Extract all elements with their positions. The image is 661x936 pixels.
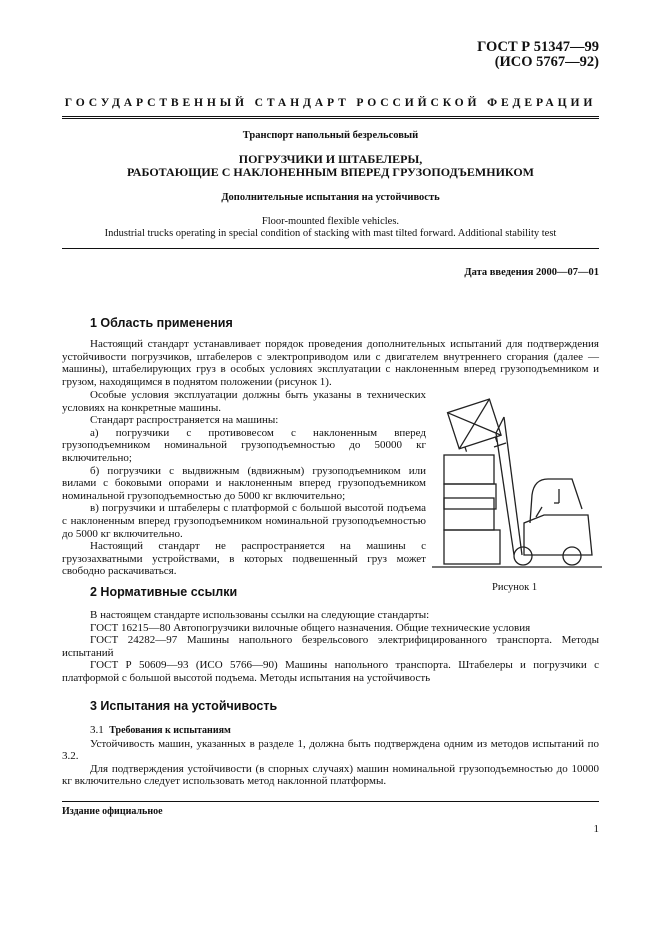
list-item-c: в) погрузчики и штабелеры с платформой с большой высотой подъема с наклоненным вперед грузоподъемником номинальной грузоподъемностью до 5000 кг включительно. xyxy=(62,502,426,540)
reference-gost-24282: ГОСТ 24282—97 Машины напольного безрельсового электрифицированного транспорта. Методы испытаний xyxy=(62,634,599,659)
stacked-load-boxes xyxy=(444,455,500,564)
reference-gost-16215: ГОСТ 16215—80 Автопогрузчики вилочные общего назначения. Общие технические условия xyxy=(90,621,531,634)
counterweight-chassis xyxy=(524,515,592,555)
document-title-line2: РАБОТАЮЩИЕ С НАКЛОНЕННЫМ ВПЕРЕД ГРУЗОПОДЪЕМНИКОМ xyxy=(127,165,534,179)
document-title xyxy=(62,153,599,179)
banner-rule-top xyxy=(62,116,599,117)
forklift-body xyxy=(524,479,592,555)
section-3-paragraph-1: Устойчивость машин, указанных в разделе 1, должна быть подтверждена одним из методов испытаний по 3.2. xyxy=(62,737,599,763)
footer-rule xyxy=(62,801,599,802)
section-3-body xyxy=(62,724,599,788)
standard-code-iso: (ИСО 5767—92) xyxy=(494,54,599,70)
forklift-figure xyxy=(432,395,602,573)
banner-rule-bottom xyxy=(62,118,599,119)
figure-caption: Рисунок 1 xyxy=(492,582,538,593)
standard-code-gost: ГОСТ Р 51347—99 xyxy=(477,39,599,55)
load-box-bottom xyxy=(444,530,500,564)
front-wheel xyxy=(514,547,532,565)
english-title-line2: Industrial trucks operating in special condition of stacking with mast tilted forward. Additional stability test xyxy=(104,228,557,239)
section-1-heading: 1 Область применения xyxy=(90,316,233,330)
list-item-b: б) погрузчики с выдвижным (вдвижным) грузоподъемником или вилами с боковыми опорами и наклоненным вперед грузоподъемником номинальной грузоподъемностью до 5000 кг включительно; xyxy=(62,464,426,502)
page-number: 1 xyxy=(593,823,599,835)
tilted-load-crate xyxy=(448,399,503,453)
load-box-top xyxy=(444,455,494,484)
document-title-line1: ПОГРУЗЧИКИ И ШТАБЕЛЕРЫ, xyxy=(238,152,423,166)
section-2-body xyxy=(62,609,599,685)
english-title xyxy=(62,216,599,240)
section-1-paragraph-1-text: Настоящий стандарт устанавливает порядок проведения дополнительных испытаний для подтверждения устойчивости погрузчиков, штабелеров с электроприводом или с двигателем внутреннего сгорания (далее — машины), штабелирующих груз в особых условиях эксплуатации с наклоненным вперед грузоподъемником и грузом, находящимся в поднятом положении (рисунок 1). xyxy=(62,338,599,388)
state-standard-banner: ГОСУДАРСТВЕННЫЙ СТАНДАРТ РОССИЙСКОЙ ФЕДЕРАЦИИ xyxy=(64,96,597,109)
list-item-a: а) погрузчики с противовесом с наклоненным вперед грузоподъемником номинальной грузоподъемностью до 50000 кг включительно; xyxy=(62,426,426,464)
mast xyxy=(494,417,522,555)
standard-code xyxy=(477,40,599,70)
english-title-line1: Floor-mounted flexible vehicles. xyxy=(261,216,400,227)
rear-wheel xyxy=(563,547,581,565)
document-subtitle: Дополнительные испытания на устойчивость xyxy=(221,192,440,203)
document-category: Транспорт напольный безрельсовый xyxy=(242,130,419,141)
official-edition-label: Издание официальное xyxy=(62,806,163,817)
section-2-paragraph-1: В настоящем стандарте использованы ссылки на следующие стандарты: xyxy=(90,609,430,621)
reference-gost-r-50609: ГОСТ Р 50609—93 (ИСО 5766—90) Машины напольного транспорта. Штабелеры и погрузчики с платформой с большой высотой подъема. Методы испытания на устойчивость xyxy=(62,659,599,684)
section-1-paragraph-3: Стандарт распространяется на машины: xyxy=(90,414,279,427)
load-box-middle-high xyxy=(444,484,496,509)
title-rule xyxy=(62,248,599,249)
overhead-guard xyxy=(530,479,582,523)
section-1-paragraph-2: Особые условия эксплуатации должны быть указаны в технических условиях на конкретные машины. xyxy=(62,389,426,414)
section-3-paragraph-2: Для подтверждения устойчивости (в спорных случаях) машин номинальной грузоподъемностью до 10000 кг включительно следует использовать метод наклонной платформы. xyxy=(62,762,599,788)
section-2-heading: 2 Нормативные ссылки xyxy=(90,585,238,599)
section-1-paragraph-4: Настоящий стандарт не распространяется на машины с грузозахватными устройствами, в которых подвешенный груз может свободно раскачиваться. xyxy=(62,540,426,578)
load-box-middle-low xyxy=(444,498,494,530)
intro-date: Дата введения 2000—07—01 xyxy=(464,267,599,278)
section-3-heading: 3 Испытания на устойчивость xyxy=(90,699,278,713)
section-1-left-column xyxy=(62,389,426,578)
section-1-paragraph-1 xyxy=(62,338,599,388)
subsection-3-1-title: 3.1 Требования к испытаниям xyxy=(90,724,231,736)
